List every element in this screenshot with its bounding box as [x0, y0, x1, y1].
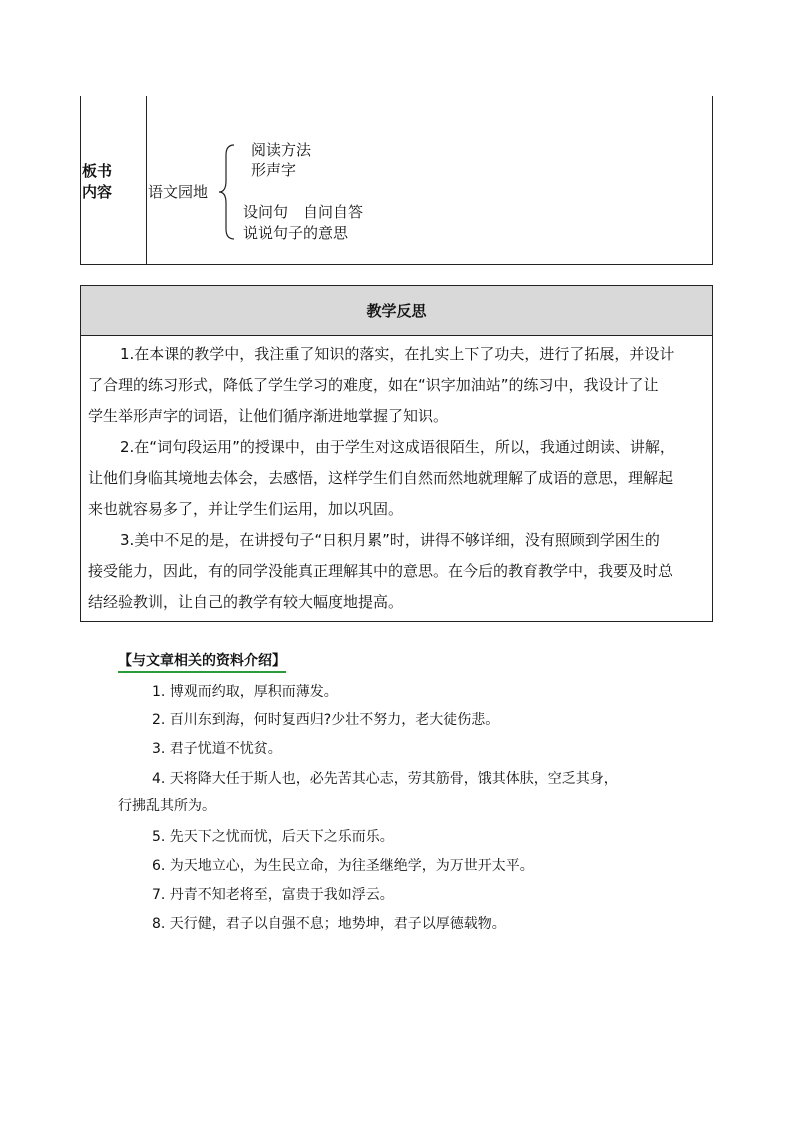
materials-heading: 【与文章相关的资料介绍】	[118, 652, 286, 673]
material-item-1: 1. 博观而约取，厚积而薄发。	[152, 684, 338, 700]
material-item-6: 6. 为天地立心，为生民立命，为往圣继绝学，为万世开太平。	[152, 858, 534, 874]
reflection-p1-line3: 学生举形声字的词语，让他们循序渐进地掌握了知识。	[88, 407, 449, 425]
material-item-3: 3. 君子忧道不忧贫。	[152, 741, 282, 757]
material-item-7: 7. 丹青不知老将至，富贵于我如浮云。	[152, 887, 394, 903]
reflection-paragraph-3	[88, 525, 710, 618]
reflection-p3-line2: 接受能力，因此，有的同学没能真正理解其中的意思。在今后的教育教学中，我要及时总	[88, 562, 674, 580]
board-branch-meaning: 说说句子的意思	[243, 224, 349, 242]
material-item-4-cont: 行拂乱其所为。	[118, 798, 216, 814]
material-item-2: 2. 百川东到海，何时复西归?少壮不努力，老大徒伤悲。	[152, 712, 500, 728]
board-root-text: 语文园地	[148, 183, 209, 201]
reflection-p2-line1: 2.在“词句段运用”的授课中，由于学生对这成语很陌生，所以，我通过朗读、讲解，	[120, 438, 675, 456]
reflection-header	[80, 285, 713, 336]
reflection-p2-line2: 让他们身临其境地去体会，去感悟，这样学生们自然而然地就理解了成语的意思，理解起	[88, 469, 674, 487]
board-branch-reading: 阅读方法	[251, 141, 312, 159]
curly-brace-icon	[216, 143, 238, 241]
reflection-p1-line1: 1.在本课的教学中，我注重了知识的落实，在扎实上下了功夫，进行了拓展，并设计	[120, 345, 675, 363]
reflection-paragraph-1	[88, 339, 710, 432]
reflection-p2-line3: 来也就容易多了，并让学生们运用，加以巩固。	[88, 500, 404, 518]
reflection-p1-line2: 了合理的练习形式，降低了学生学习的难度，如在“识字加油站”的练习中，我设计了让	[88, 376, 659, 394]
material-item-8: 8. 天行健，君子以自强不息；地势坤，君子以厚德载物。	[152, 916, 506, 932]
reflection-paragraph-2	[88, 432, 710, 525]
reflection-p3-line1: 3.美中不足的是，在讲授句子“日积月累”时，讲得不够详细，没有照顾到学困生的	[120, 531, 660, 549]
board-label-line1: 板书	[82, 162, 113, 180]
board-branch-phonetic: 形声字	[251, 161, 297, 179]
material-item-4: 4. 天将降大任于斯人也，必先苦其心志，劳其筋骨，饿其体肤，空乏其身，	[152, 771, 618, 787]
material-item-5: 5. 先天下之忧而忧，后天下之乐而乐。	[152, 829, 394, 845]
reflection-p3-line3: 结经验教训，让自己的教学有较大幅度地提高。	[88, 593, 404, 611]
reflection-title: 教学反思	[366, 302, 427, 320]
board-label-line2: 内容	[82, 183, 113, 201]
board-branch-question: 设问句 自问自答	[243, 203, 364, 221]
